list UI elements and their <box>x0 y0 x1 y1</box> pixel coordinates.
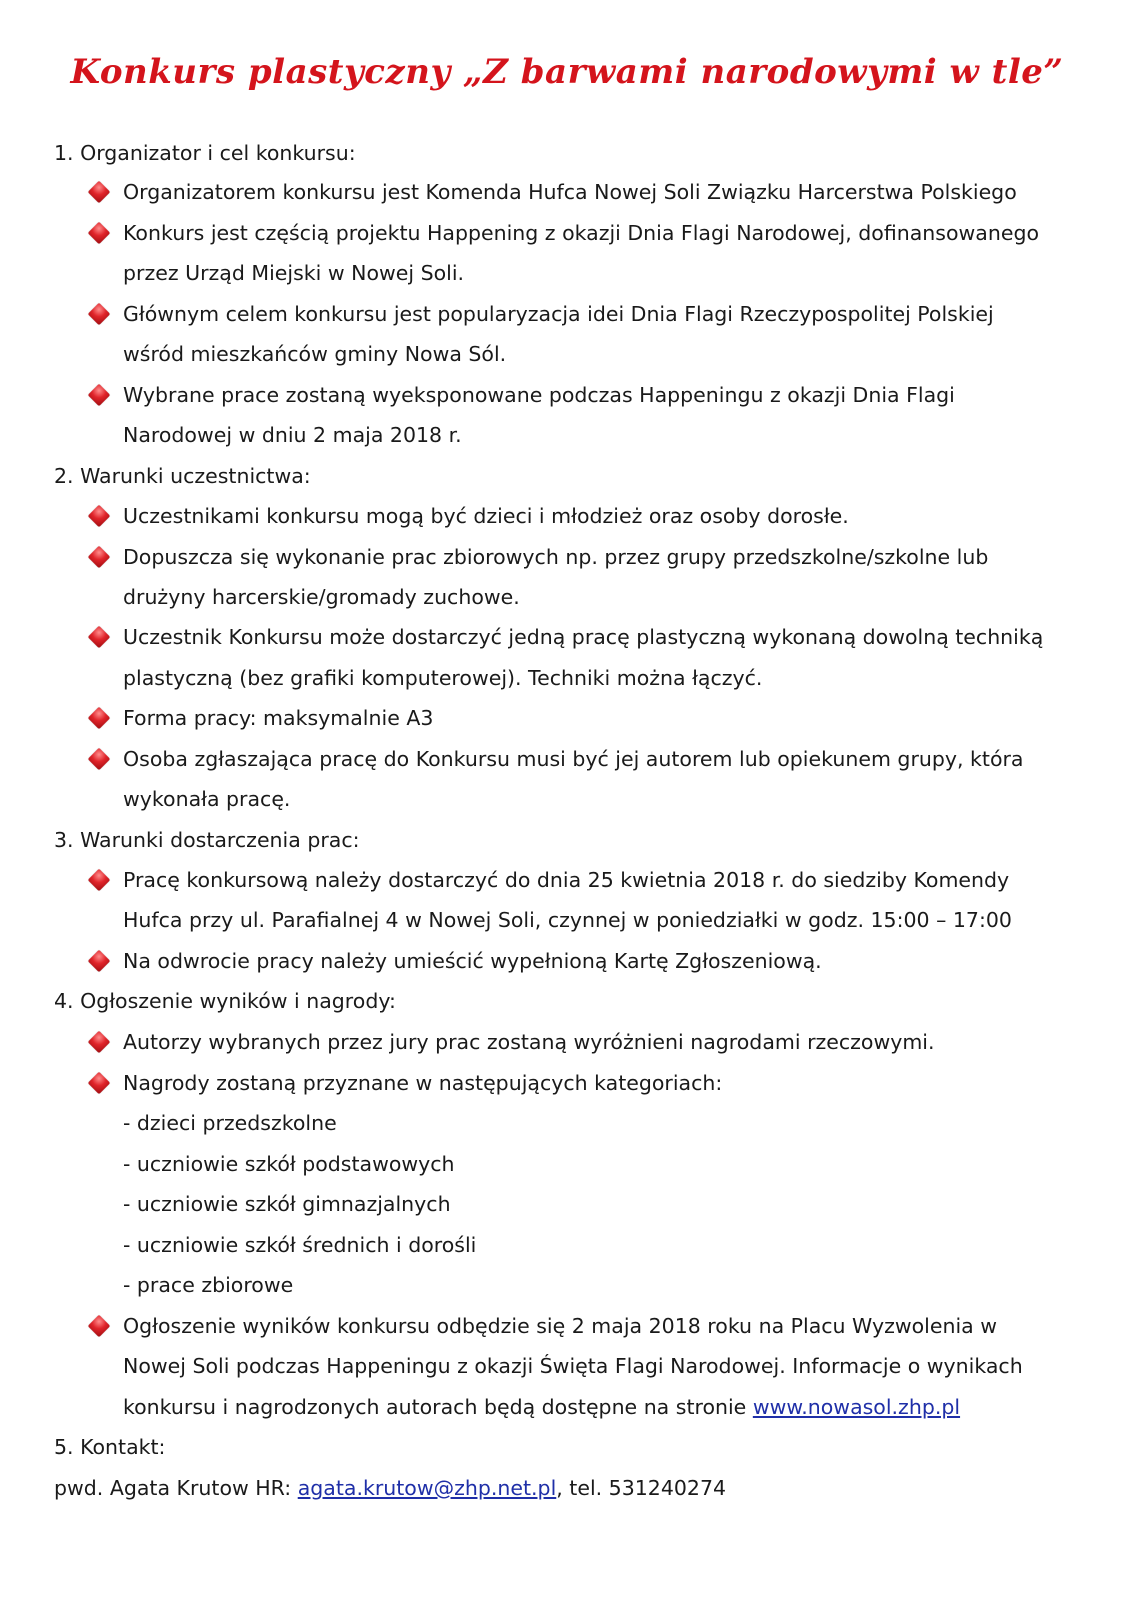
bullet-text: Dopuszcza się wykonanie prac zbiorowych np. przez grupy przedszkolne/szkolne lub <box>123 545 989 569</box>
red-diamond-bullet-icon <box>88 181 111 204</box>
bullet-text: Ogłoszenie wyników konkursu odbędzie się 2 maja 2018 roku na Placu Wyzwolenia w <box>123 1314 997 1338</box>
bullet-text-continued: Narodowej w dniu 2 maja 2018 r. <box>123 423 462 447</box>
red-diamond-bullet-icon <box>88 1031 111 1054</box>
email-link[interactable]: agata.krutow@zhp.net.pl <box>297 1476 557 1500</box>
bullet-text-continued: plastyczną (bez grafiki komputerowej). Techniki można łączyć. <box>123 666 763 690</box>
red-diamond-bullet-icon <box>88 626 111 649</box>
contact-line <box>54 1474 726 1502</box>
red-diamond-bullet-icon <box>88 1072 111 1095</box>
bullet-text: Nagrody zostaną przyznane w następujących kategoriach: <box>123 1071 723 1095</box>
website-link[interactable]: www.nowasol.zhp.pl <box>752 1395 961 1419</box>
category-item: - dzieci przedszkolne <box>123 1111 337 1135</box>
category-item: - uczniowie szkół podstawowych <box>123 1152 455 1176</box>
bullet-text: Uczestnik Konkursu może dostarczyć jedną pracę plastyczną wykonaną dowolną techniką <box>123 625 1044 649</box>
results-text: konkursu i nagrodzonych autorach będą dostępne na stronie <box>123 1395 753 1419</box>
bullet-text-continued <box>123 1393 960 1421</box>
contact-name: pwd. Agata Krutow HR: <box>54 1476 298 1500</box>
red-diamond-bullet-icon <box>88 748 111 771</box>
bullet-text: Konkurs jest częścią projektu Happening z okazji Dnia Flagi Narodowej, dofinansowanego <box>123 221 1040 245</box>
bullet-text: Na odwrocie pracy należy umieścić wypełnioną Kartę Zgłoszeniową. <box>123 949 822 973</box>
category-item: - prace zbiorowe <box>123 1273 294 1297</box>
red-diamond-bullet-icon <box>88 546 111 569</box>
bullet-text-continued: drużyny harcerskie/gromady zuchowe. <box>123 585 520 609</box>
category-item: - uczniowie szkół średnich i dorośli <box>123 1233 477 1257</box>
bullet-text-continued: Hufca przy ul. Parafialnej 4 w Nowej Soli, czynnej w poniedziałki w godz. 15:00 – 17:00 <box>123 908 1012 932</box>
bullet-text-continued: Nowej Soli podczas Happeningu z okazji Święta Flagi Narodowej. Informacje o wynikach <box>123 1354 1023 1378</box>
bullet-text: Pracę konkursową należy dostarczyć do dnia 25 kwietnia 2018 r. do siedziby Komendy <box>123 868 1010 892</box>
bullet-text: Głównym celem konkursu jest popularyzacja idei Dnia Flagi Rzeczypospolitej Polskiej <box>123 302 994 326</box>
red-diamond-bullet-icon <box>88 950 111 973</box>
section-heading: 4. Ogłoszenie wyników i nagrody: <box>54 989 396 1013</box>
section-heading: 3. Warunki dostarczenia prac: <box>54 828 360 852</box>
bullet-text-continued: wykonała pracę. <box>123 787 291 811</box>
bullet-text: Organizatorem konkursu jest Komenda Hufca Nowej Soli Związku Harcerstwa Polskiego <box>123 180 1017 204</box>
section-heading: 5. Kontakt: <box>54 1435 166 1459</box>
bullet-text: Forma pracy: maksymalnie A3 <box>123 706 434 730</box>
page-title: Konkurs plastyczny „Z barwami narodowymi w tle” <box>70 52 1064 92</box>
bullet-text: Wybrane prace zostaną wyeksponowane podczas Happeningu z okazji Dnia Flagi <box>123 383 955 407</box>
red-diamond-bullet-icon <box>88 505 111 528</box>
red-diamond-bullet-icon <box>88 1315 111 1338</box>
red-diamond-bullet-icon <box>88 303 111 326</box>
red-diamond-bullet-icon <box>88 707 111 730</box>
section-heading: 2. Warunki uczestnictwa: <box>54 464 311 488</box>
contact-phone: , tel. 531240274 <box>556 1476 727 1500</box>
bullet-text-continued: przez Urząd Miejski w Nowej Soli. <box>123 261 465 285</box>
red-diamond-bullet-icon <box>88 869 111 892</box>
section-heading: 1. Organizator i cel konkursu: <box>54 141 356 165</box>
red-diamond-bullet-icon <box>88 222 111 245</box>
red-diamond-bullet-icon <box>88 384 111 407</box>
bullet-text: Uczestnikami konkursu mogą być dzieci i młodzież oraz osoby dorosłe. <box>123 504 849 528</box>
bullet-text-continued: wśród mieszkańców gminy Nowa Sól. <box>123 342 507 366</box>
bullet-text: Autorzy wybranych przez jury prac zostaną wyróżnieni nagrodami rzeczowymi. <box>123 1030 935 1054</box>
category-item: - uczniowie szkół gimnazjalnych <box>123 1192 451 1216</box>
bullet-text: Osoba zgłaszająca pracę do Konkursu musi być jej autorem lub opiekunem grupy, która <box>123 747 1024 771</box>
